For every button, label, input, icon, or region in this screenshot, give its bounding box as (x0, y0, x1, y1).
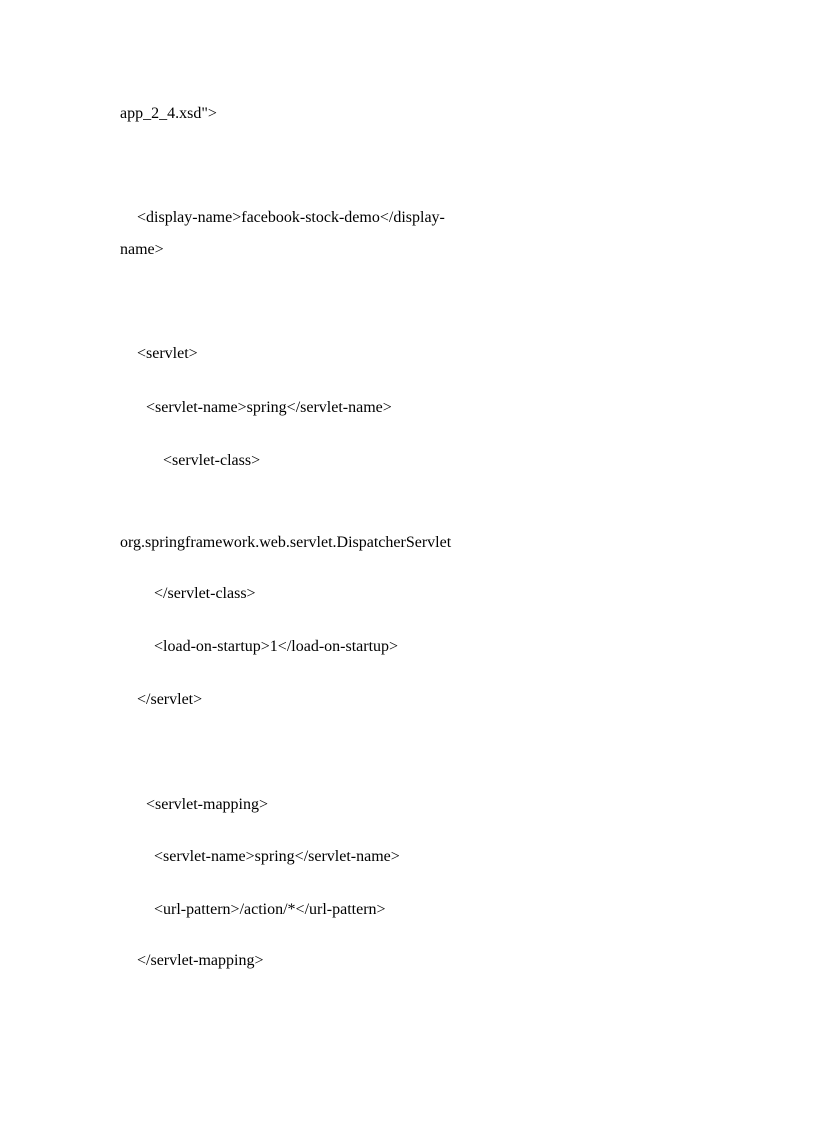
code-line-11: <servlet-mapping> (146, 796, 269, 813)
code-line-6: <servlet-class> (163, 452, 261, 469)
code-line-7: org.springframework.web.servlet.DispatcherServlet (120, 534, 452, 551)
code-line-13: <url-pattern>/action/*</url-pattern> (154, 901, 386, 918)
code-line-1: app_2_4.xsd"> (120, 105, 217, 122)
code-line-10: </servlet> (137, 691, 203, 708)
code-line-14: </servlet-mapping> (137, 952, 264, 969)
code-line-3: name> (120, 241, 164, 258)
code-line-4: <servlet> (137, 345, 198, 362)
code-line-12: <servlet-name>spring</servlet-name> (154, 848, 400, 865)
code-line-8: </servlet-class> (154, 585, 256, 602)
code-line-9: <load-on-startup>1</load-on-startup> (154, 638, 399, 655)
code-line-5: <servlet-name>spring</servlet-name> (146, 399, 392, 416)
code-line-2-text: <display-name>facebook-stock-demo</display- (137, 209, 445, 226)
code-line-2 (137, 208, 445, 228)
